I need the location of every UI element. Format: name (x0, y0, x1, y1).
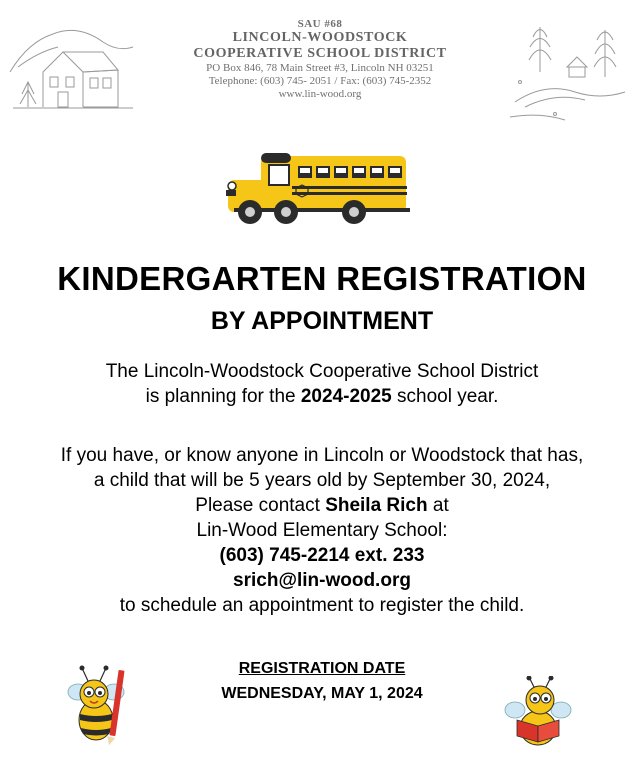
contact-prefix: Please contact (195, 495, 326, 516)
school-bus-icon (226, 150, 416, 230)
bee-reading-book-icon (503, 676, 573, 748)
contact-phone: (603) 745-2214 ext. 233 (219, 545, 425, 566)
details-line-1: If you have, or know anyone in Lincoln or Woodstock that has, (60, 445, 584, 466)
details-closing: to schedule an appointment to register the child. (119, 595, 525, 616)
school-year: 2024-2025 (300, 386, 392, 407)
intro-line-2-text: is planning for the (145, 386, 301, 407)
sau-number: SAU #68 (297, 18, 343, 30)
school-sketch-icon (8, 12, 138, 112)
intro-paragraph (0, 359, 644, 409)
bee-with-pencil-icon (64, 662, 134, 747)
contact-email[interactable]: srich@lin-wood.org (233, 570, 411, 591)
district-website: www.lin-wood.org (278, 88, 362, 100)
district-phone-fax: Telephone: (603) 745- 2051 / Fax: (603) 745-2352 (208, 75, 432, 87)
contact-name: Sheila Rich (325, 495, 428, 516)
details-paragraph (0, 443, 644, 618)
district-letterhead (150, 18, 490, 101)
details-line-3 (0, 493, 644, 518)
district-name-line2: COOPERATIVE SCHOOL DISTRICT (193, 46, 447, 61)
page-title: KINDERGARTEN REGISTRATION (57, 260, 587, 297)
covered-bridge-sketch-icon (505, 22, 635, 122)
intro-line-2 (0, 384, 644, 409)
intro-line-1: The Lincoln-Woodstock Cooperative School District (105, 361, 539, 382)
details-line-2: a child that will be 5 years old by September 30, 2024, (93, 470, 551, 491)
registration-date: WEDNESDAY, MAY 1, 2024 (221, 685, 423, 702)
district-address: PO Box 846, 78 Main Street #3, Lincoln NH 03251 (206, 62, 434, 74)
intro-line-2-suffix: school year. (391, 386, 499, 407)
details-line-4: Lin-Wood Elementary School: (196, 520, 448, 541)
registration-heading: REGISTRATION DATE (238, 660, 406, 677)
page-subtitle: BY APPOINTMENT (210, 307, 434, 335)
contact-suffix: at (427, 495, 449, 516)
district-name-line1: LINCOLN-WOODSTOCK (232, 30, 408, 45)
